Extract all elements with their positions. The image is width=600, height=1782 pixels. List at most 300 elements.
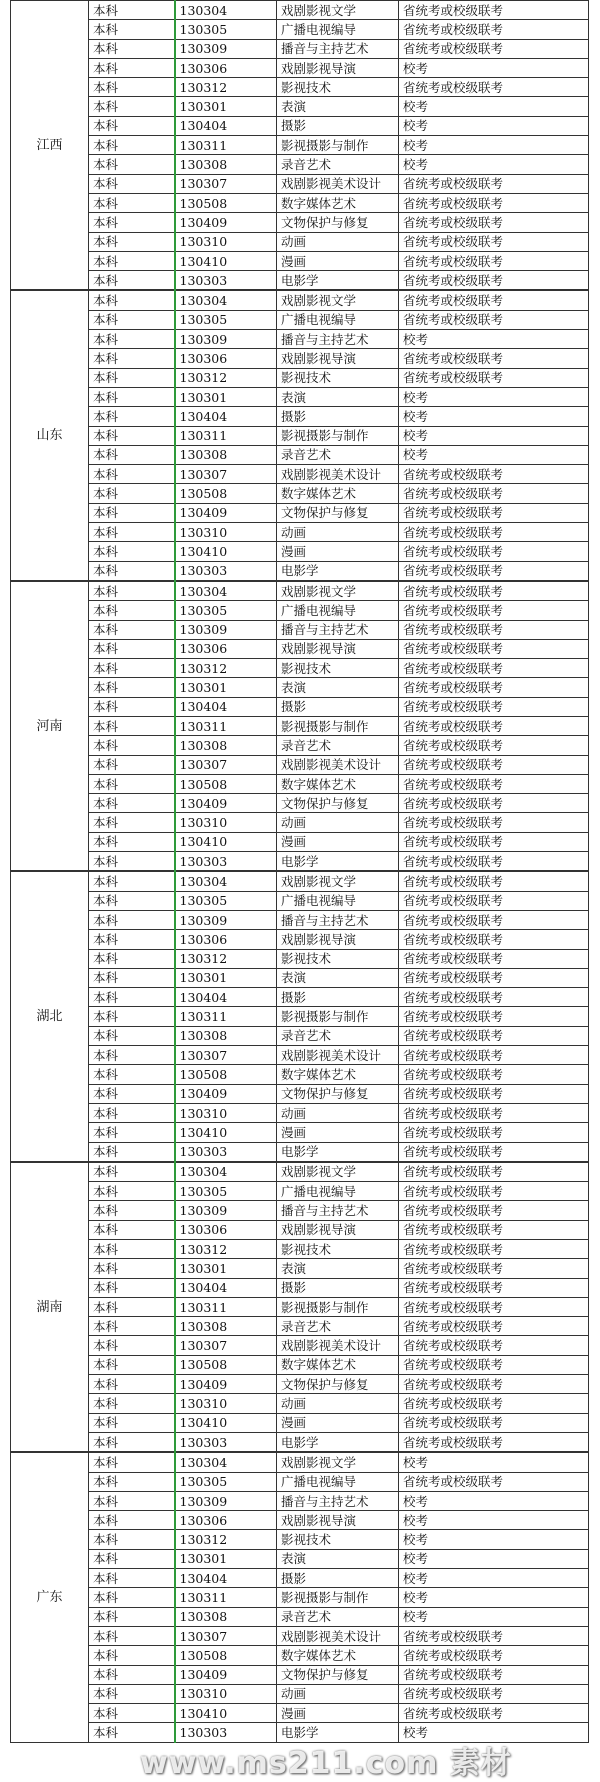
level-cell: 本科	[89, 20, 175, 39]
exam-type-cell: 省统考或校级联考	[399, 1355, 589, 1374]
table-row	[11, 174, 589, 193]
exam-type-cell: 省统考或校级联考	[399, 39, 589, 58]
exam-type-cell: 省统考或校级联考	[399, 290, 589, 310]
code-cell: 130304	[175, 1452, 277, 1472]
exam-type-cell: 省统考或校级联考	[399, 949, 589, 968]
code-cell: 130410	[175, 542, 277, 561]
table-row	[11, 1704, 589, 1723]
major-cell: 动画	[277, 813, 399, 832]
table-row	[11, 155, 589, 174]
major-cell: 影视摄影与制作	[277, 1588, 399, 1607]
level-cell: 本科	[89, 891, 175, 910]
table-row	[11, 1472, 589, 1491]
code-cell: 130409	[175, 503, 277, 522]
level-cell: 本科	[89, 930, 175, 949]
level-cell: 本科	[89, 1162, 175, 1182]
level-cell: 本科	[89, 601, 175, 620]
exam-type-cell: 校考	[399, 1549, 589, 1568]
major-cell: 广播电视编导	[277, 310, 399, 329]
level-cell: 本科	[89, 271, 175, 291]
level-cell: 本科	[89, 232, 175, 251]
exam-type-cell: 省统考或校级联考	[399, 213, 589, 232]
exam-type-cell: 省统考或校级联考	[399, 1, 589, 20]
major-cell: 戏剧影视美术设计	[277, 1046, 399, 1065]
exam-type-cell: 省统考或校级联考	[399, 271, 589, 291]
exam-type-cell: 省统考或校级联考	[399, 774, 589, 793]
exam-type-cell: 校考	[399, 407, 589, 426]
exam-type-cell: 省统考或校级联考	[399, 1142, 589, 1162]
major-cell: 影视摄影与制作	[277, 136, 399, 155]
code-cell: 130312	[175, 1240, 277, 1259]
code-cell: 130303	[175, 561, 277, 581]
major-cell: 摄影	[277, 116, 399, 135]
level-cell: 本科	[89, 251, 175, 270]
exam-type-cell: 校考	[399, 1511, 589, 1530]
code-cell: 130306	[175, 58, 277, 77]
level-cell: 本科	[89, 736, 175, 755]
table-row	[11, 1336, 589, 1355]
level-cell: 本科	[89, 1142, 175, 1162]
table-row	[11, 271, 589, 291]
major-cell: 表演	[277, 387, 399, 406]
level-cell: 本科	[89, 581, 175, 601]
table-row	[11, 1103, 589, 1122]
code-cell: 130306	[175, 1220, 277, 1239]
exam-type-cell: 省统考或校级联考	[399, 755, 589, 774]
code-cell: 130508	[175, 484, 277, 503]
major-cell: 影视摄影与制作	[277, 1297, 399, 1316]
level-cell: 本科	[89, 136, 175, 155]
exam-type-cell: 省统考或校级联考	[399, 193, 589, 212]
level-cell: 本科	[89, 1530, 175, 1549]
level-cell: 本科	[89, 1472, 175, 1491]
level-cell: 本科	[89, 832, 175, 851]
table-row	[11, 1452, 589, 1472]
table-row	[11, 407, 589, 426]
exam-type-cell: 省统考或校级联考	[399, 542, 589, 561]
table-row	[11, 1240, 589, 1259]
level-cell: 本科	[89, 97, 175, 116]
level-cell: 本科	[89, 852, 175, 872]
major-cell: 戏剧影视美术设计	[277, 755, 399, 774]
exam-type-cell: 省统考或校级联考	[399, 620, 589, 639]
table-row	[11, 1530, 589, 1549]
table-row	[11, 1432, 589, 1452]
level-cell: 本科	[89, 678, 175, 697]
level-cell: 本科	[89, 445, 175, 464]
major-cell: 录音艺术	[277, 1607, 399, 1626]
code-cell: 130310	[175, 1394, 277, 1413]
exam-type-cell: 省统考或校级联考	[399, 1162, 589, 1182]
code-cell: 130305	[175, 601, 277, 620]
exam-type-cell: 省统考或校级联考	[399, 1084, 589, 1103]
table-row	[11, 1355, 589, 1374]
exam-type-cell: 省统考或校级联考	[399, 852, 589, 872]
level-cell: 本科	[89, 290, 175, 310]
table-row	[11, 581, 589, 601]
table-row	[11, 561, 589, 581]
major-cell: 录音艺术	[277, 1317, 399, 1336]
level-cell: 本科	[89, 1394, 175, 1413]
code-cell: 130303	[175, 271, 277, 291]
code-cell: 130304	[175, 1, 277, 20]
level-cell: 本科	[89, 774, 175, 793]
level-cell: 本科	[89, 1026, 175, 1045]
level-cell: 本科	[89, 1278, 175, 1297]
table-row	[11, 1491, 589, 1510]
major-cell: 广播电视编导	[277, 1182, 399, 1201]
exam-type-cell: 省统考或校级联考	[399, 368, 589, 387]
table-row	[11, 1413, 589, 1432]
level-cell: 本科	[89, 949, 175, 968]
code-cell: 130311	[175, 1297, 277, 1316]
exam-type-cell: 省统考或校级联考	[399, 1278, 589, 1297]
majors-table-body	[11, 1, 589, 1743]
code-cell: 130310	[175, 1684, 277, 1703]
code-cell: 130307	[175, 465, 277, 484]
code-cell: 130508	[175, 1065, 277, 1084]
code-cell: 130410	[175, 832, 277, 851]
major-cell: 戏剧影视美术设计	[277, 1336, 399, 1355]
level-cell: 本科	[89, 1336, 175, 1355]
level-cell: 本科	[89, 1511, 175, 1530]
major-cell: 戏剧影视导演	[277, 639, 399, 658]
table-row	[11, 542, 589, 561]
code-cell: 130409	[175, 1375, 277, 1394]
major-cell: 动画	[277, 523, 399, 542]
exam-type-cell: 省统考或校级联考	[399, 465, 589, 484]
code-cell: 130409	[175, 1665, 277, 1684]
code-cell: 130310	[175, 1103, 277, 1122]
table-row	[11, 716, 589, 735]
level-cell: 本科	[89, 368, 175, 387]
level-cell: 本科	[89, 1007, 175, 1026]
level-cell: 本科	[89, 1588, 175, 1607]
code-cell: 130303	[175, 1142, 277, 1162]
code-cell: 130308	[175, 1607, 277, 1626]
exam-type-cell: 省统考或校级联考	[399, 1182, 589, 1201]
table-row	[11, 891, 589, 910]
table-row	[11, 1511, 589, 1530]
exam-type-cell: 省统考或校级联考	[399, 1046, 589, 1065]
exam-type-cell: 校考	[399, 1491, 589, 1510]
table-row	[11, 310, 589, 329]
exam-type-cell: 省统考或校级联考	[399, 1317, 589, 1336]
table-row	[11, 1646, 589, 1665]
code-cell: 130311	[175, 136, 277, 155]
table-row	[11, 1026, 589, 1045]
major-cell: 数字媒体艺术	[277, 193, 399, 212]
major-cell: 动画	[277, 1103, 399, 1122]
table-row	[11, 1278, 589, 1297]
major-cell: 动画	[277, 232, 399, 251]
code-cell: 130307	[175, 755, 277, 774]
code-cell: 130508	[175, 193, 277, 212]
level-cell: 本科	[89, 1413, 175, 1432]
major-cell: 数字媒体艺术	[277, 1065, 399, 1084]
exam-type-cell: 省统考或校级联考	[399, 20, 589, 39]
exam-type-cell: 省统考或校级联考	[399, 736, 589, 755]
exam-type-cell: 省统考或校级联考	[399, 1684, 589, 1703]
code-cell: 130305	[175, 1182, 277, 1201]
code-cell: 130310	[175, 232, 277, 251]
exam-type-cell: 省统考或校级联考	[399, 1201, 589, 1220]
level-cell: 本科	[89, 1065, 175, 1084]
table-row	[11, 20, 589, 39]
exam-type-cell: 省统考或校级联考	[399, 1626, 589, 1645]
table-row	[11, 290, 589, 310]
major-cell: 表演	[277, 1259, 399, 1278]
exam-type-cell: 省统考或校级联考	[399, 1240, 589, 1259]
exam-type-cell: 省统考或校级联考	[399, 988, 589, 1007]
code-cell: 130305	[175, 1472, 277, 1491]
table-row	[11, 232, 589, 251]
level-cell: 本科	[89, 407, 175, 426]
level-cell: 本科	[89, 1103, 175, 1122]
table-row	[11, 349, 589, 368]
major-cell: 文物保护与修复	[277, 503, 399, 522]
exam-type-cell: 省统考或校级联考	[399, 174, 589, 193]
code-cell: 130404	[175, 407, 277, 426]
exam-type-cell: 省统考或校级联考	[399, 1704, 589, 1723]
code-cell: 130305	[175, 310, 277, 329]
exam-type-cell: 校考	[399, 1569, 589, 1588]
code-cell: 130308	[175, 155, 277, 174]
major-cell: 数字媒体艺术	[277, 484, 399, 503]
table-row	[11, 116, 589, 135]
code-cell: 130410	[175, 251, 277, 270]
code-cell: 130307	[175, 1046, 277, 1065]
level-cell: 本科	[89, 39, 175, 58]
table-row	[11, 968, 589, 987]
major-cell: 影视技术	[277, 949, 399, 968]
code-cell: 130301	[175, 968, 277, 987]
code-cell: 130309	[175, 910, 277, 929]
table-row	[11, 1046, 589, 1065]
code-cell: 130307	[175, 1336, 277, 1355]
table-row	[11, 774, 589, 793]
code-cell: 130301	[175, 1259, 277, 1278]
code-cell: 130410	[175, 1123, 277, 1142]
exam-type-cell: 省统考或校级联考	[399, 1007, 589, 1026]
level-cell: 本科	[89, 988, 175, 1007]
code-cell: 130304	[175, 871, 277, 891]
code-cell: 130309	[175, 330, 277, 349]
code-cell: 130304	[175, 1162, 277, 1182]
major-cell: 戏剧影视美术设计	[277, 1626, 399, 1645]
major-cell: 影视技术	[277, 78, 399, 97]
code-cell: 130308	[175, 1317, 277, 1336]
table-row	[11, 445, 589, 464]
code-cell: 130305	[175, 891, 277, 910]
level-cell: 本科	[89, 330, 175, 349]
exam-type-cell: 省统考或校级联考	[399, 349, 589, 368]
major-cell: 电影学	[277, 561, 399, 581]
major-cell: 影视技术	[277, 1530, 399, 1549]
table-row	[11, 136, 589, 155]
exam-type-cell: 省统考或校级联考	[399, 1665, 589, 1684]
table-row	[11, 1182, 589, 1201]
table-row	[11, 1201, 589, 1220]
province-cell: 湖北	[11, 871, 89, 1161]
level-cell: 本科	[89, 1240, 175, 1259]
exam-type-cell: 校考	[399, 155, 589, 174]
exam-type-cell: 省统考或校级联考	[399, 1646, 589, 1665]
code-cell: 130303	[175, 1432, 277, 1452]
level-cell: 本科	[89, 78, 175, 97]
code-cell: 130303	[175, 1723, 277, 1742]
level-cell: 本科	[89, 1220, 175, 1239]
code-cell: 130508	[175, 1355, 277, 1374]
level-cell: 本科	[89, 1452, 175, 1472]
table-row	[11, 755, 589, 774]
majors-table	[10, 0, 589, 1743]
level-cell: 本科	[89, 755, 175, 774]
major-cell: 播音与主持艺术	[277, 39, 399, 58]
table-row	[11, 871, 589, 891]
table-row	[11, 330, 589, 349]
major-cell: 漫画	[277, 251, 399, 270]
exam-type-cell: 省统考或校级联考	[399, 484, 589, 503]
major-cell: 摄影	[277, 988, 399, 1007]
code-cell: 130409	[175, 794, 277, 813]
level-cell: 本科	[89, 1549, 175, 1568]
level-cell: 本科	[89, 193, 175, 212]
major-cell: 戏剧影视导演	[277, 349, 399, 368]
table-row	[11, 1, 589, 20]
table-row	[11, 1162, 589, 1182]
exam-type-cell: 校考	[399, 136, 589, 155]
major-cell: 影视摄影与制作	[277, 716, 399, 735]
code-cell: 130404	[175, 1569, 277, 1588]
major-cell: 播音与主持艺术	[277, 1491, 399, 1510]
exam-type-cell: 省统考或校级联考	[399, 930, 589, 949]
level-cell: 本科	[89, 659, 175, 678]
table-row	[11, 1626, 589, 1645]
exam-type-cell: 校考	[399, 58, 589, 77]
major-cell: 文物保护与修复	[277, 1084, 399, 1103]
exam-type-cell: 省统考或校级联考	[399, 523, 589, 542]
table-row	[11, 1549, 589, 1568]
level-cell: 本科	[89, 968, 175, 987]
province-cell: 广东	[11, 1452, 89, 1742]
table-row	[11, 930, 589, 949]
table-row	[11, 1394, 589, 1413]
major-cell: 表演	[277, 678, 399, 697]
major-cell: 戏剧影视文学	[277, 581, 399, 601]
site-watermark: www.ms211.com 素材	[140, 1746, 512, 1781]
exam-type-cell: 校考	[399, 445, 589, 464]
code-cell: 130306	[175, 639, 277, 658]
major-cell: 电影学	[277, 271, 399, 291]
exam-type-cell: 省统考或校级联考	[399, 601, 589, 620]
exam-type-cell: 省统考或校级联考	[399, 1123, 589, 1142]
major-cell: 摄影	[277, 407, 399, 426]
exam-type-cell: 校考	[399, 1530, 589, 1549]
exam-type-cell: 省统考或校级联考	[399, 1413, 589, 1432]
major-cell: 播音与主持艺术	[277, 910, 399, 929]
table-row	[11, 193, 589, 212]
level-cell: 本科	[89, 1704, 175, 1723]
major-cell: 戏剧影视文学	[277, 290, 399, 310]
level-cell: 本科	[89, 213, 175, 232]
table-row	[11, 697, 589, 716]
major-cell: 动画	[277, 1394, 399, 1413]
exam-type-cell: 校考	[399, 330, 589, 349]
exam-type-cell: 省统考或校级联考	[399, 1103, 589, 1122]
code-cell: 130306	[175, 349, 277, 368]
major-cell: 戏剧影视导演	[277, 930, 399, 949]
exam-type-cell: 校考	[399, 1588, 589, 1607]
level-cell: 本科	[89, 813, 175, 832]
code-cell: 130311	[175, 1588, 277, 1607]
major-cell: 数字媒体艺术	[277, 1646, 399, 1665]
level-cell: 本科	[89, 716, 175, 735]
table-row	[11, 1007, 589, 1026]
level-cell: 本科	[89, 1259, 175, 1278]
level-cell: 本科	[89, 465, 175, 484]
province-cell: 山东	[11, 290, 89, 580]
exam-type-cell: 省统考或校级联考	[399, 1336, 589, 1355]
level-cell: 本科	[89, 1723, 175, 1742]
level-cell: 本科	[89, 871, 175, 891]
code-cell: 130312	[175, 659, 277, 678]
level-cell: 本科	[89, 697, 175, 716]
major-cell: 戏剧影视美术设计	[277, 465, 399, 484]
code-cell: 130312	[175, 368, 277, 387]
major-cell: 录音艺术	[277, 445, 399, 464]
table-row	[11, 678, 589, 697]
table-row	[11, 949, 589, 968]
table-row	[11, 832, 589, 851]
code-cell: 130410	[175, 1704, 277, 1723]
table-row	[11, 1665, 589, 1684]
exam-type-cell: 省统考或校级联考	[399, 1472, 589, 1491]
table-row	[11, 97, 589, 116]
major-cell: 戏剧影视美术设计	[277, 174, 399, 193]
level-cell: 本科	[89, 1317, 175, 1336]
code-cell: 130410	[175, 1413, 277, 1432]
major-cell: 影视技术	[277, 1240, 399, 1259]
exam-type-cell: 省统考或校级联考	[399, 561, 589, 581]
table-row	[11, 1220, 589, 1239]
province-cell: 江西	[11, 1, 89, 291]
exam-type-cell: 校考	[399, 97, 589, 116]
table-row	[11, 1084, 589, 1103]
code-cell: 130409	[175, 213, 277, 232]
exam-type-cell: 省统考或校级联考	[399, 639, 589, 658]
major-cell: 动画	[277, 1684, 399, 1703]
level-cell: 本科	[89, 1297, 175, 1316]
major-cell: 戏剧影视文学	[277, 1452, 399, 1472]
major-cell: 戏剧影视文学	[277, 871, 399, 891]
level-cell: 本科	[89, 116, 175, 135]
major-cell: 漫画	[277, 1123, 399, 1142]
code-cell: 130309	[175, 1201, 277, 1220]
major-cell: 数字媒体艺术	[277, 1355, 399, 1374]
code-cell: 130404	[175, 697, 277, 716]
major-cell: 广播电视编导	[277, 891, 399, 910]
major-cell: 漫画	[277, 832, 399, 851]
major-cell: 电影学	[277, 1142, 399, 1162]
code-cell: 130404	[175, 116, 277, 135]
code-cell: 130311	[175, 716, 277, 735]
level-cell: 本科	[89, 1607, 175, 1626]
table-row	[11, 78, 589, 97]
major-cell: 播音与主持艺术	[277, 1201, 399, 1220]
code-cell: 130404	[175, 988, 277, 1007]
table-row	[11, 736, 589, 755]
